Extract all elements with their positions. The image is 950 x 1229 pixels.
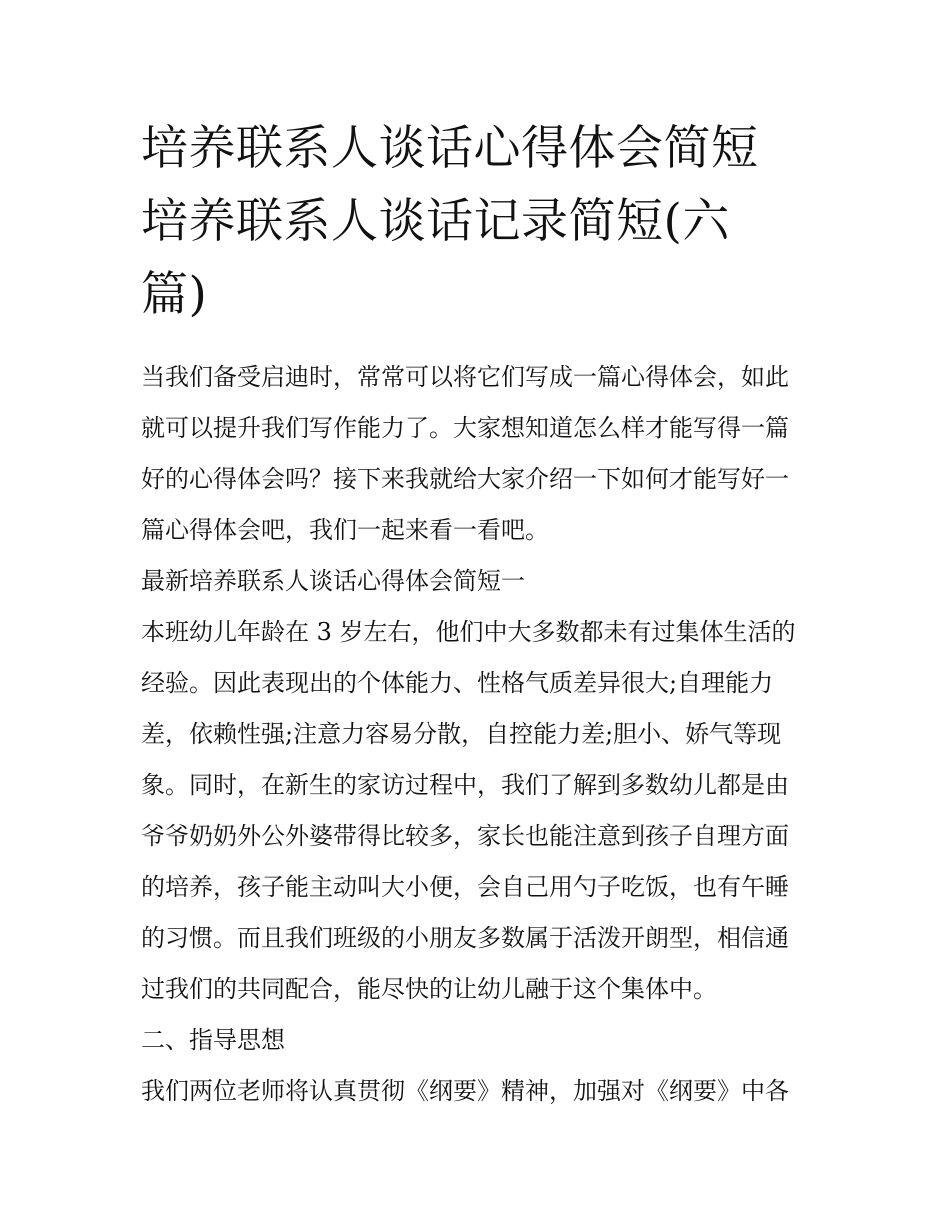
text-line: 本班幼儿年龄在 3 岁左右，他们中大多数都未有过集体生活的 [141, 618, 796, 646]
intro-paragraph [141, 352, 813, 556]
section-paragraph [141, 1066, 813, 1117]
title-line: 篇) [141, 267, 208, 322]
document-title [141, 112, 821, 331]
document-body [141, 352, 813, 1117]
text-line: 经验。因此表现出的个体能力、性格气质差异很大;自理能力 [141, 669, 774, 697]
text-line: 就可以提升我们写作能力了。大家想知道怎么样才能写得一篇 [141, 414, 789, 442]
section-paragraph [141, 607, 813, 1015]
section-heading: 二、指导思想 [141, 1026, 285, 1054]
text-line: 篇心得体会吧，我们一起来看一看吧。 [141, 516, 549, 544]
text-line: 过我们的共同配合，能尽快的让幼儿融于这个集体中。 [141, 975, 717, 1003]
title-line: 培养联系人谈话心得体会简短 [141, 121, 759, 176]
text-line: 差，依赖性强;注意力容易分散，自控能力差;胆小、娇气等现 [141, 720, 782, 748]
text-line: 爷爷奶奶外公外婆带得比较多，家长也能注意到孩子自理方面 [141, 822, 789, 850]
text-line: 的培养，孩子能主动叫大小便，会自己用勺子吃饭，也有午睡 [141, 873, 789, 901]
section-heading: 最新培养联系人谈话心得体会简短一 [141, 567, 525, 595]
title-line: 培养联系人谈话记录简短(六 [141, 194, 730, 249]
text-line: 象。同时，在新生的家访过程中，我们了解到多数幼儿都是由 [141, 771, 789, 799]
text-line: 我们两位老师将认真贯彻《纲要》精神，加强对《纲要》中各 [141, 1077, 789, 1105]
text-line: 当我们备受启迪时，常常可以将它们写成一篇心得体会，如此 [141, 363, 789, 391]
text-line: 的习惯。而且我们班级的小朋友多数属于活泼开朗型，相信通 [141, 924, 789, 952]
text-line: 好的心得体会吗？接下来我就给大家介绍一下如何才能写好一 [141, 465, 789, 493]
